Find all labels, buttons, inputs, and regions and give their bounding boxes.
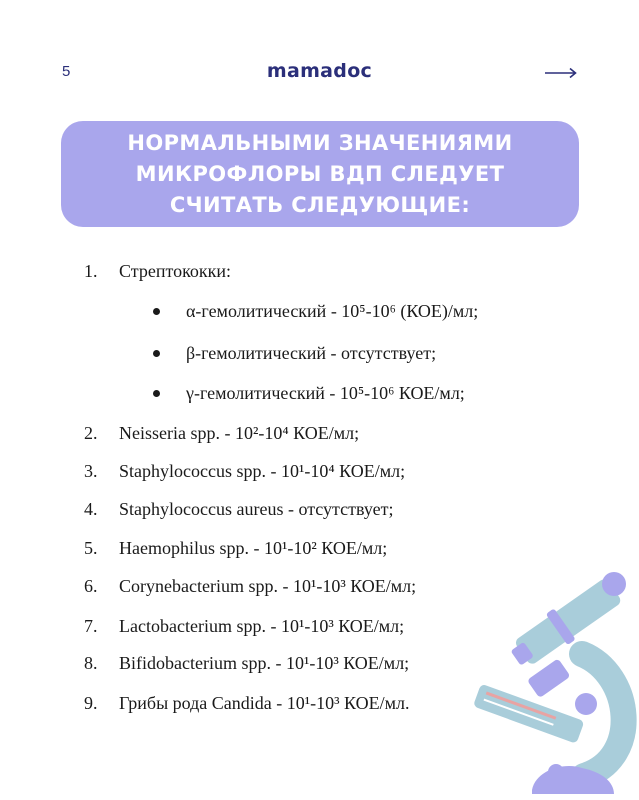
item-text: Bifidobacterium spp. - 10¹-10³ КОЕ/мл;: [119, 653, 410, 673]
item-text: Corynebacterium spp. - 10¹-10³ КОЕ/мл;: [119, 576, 417, 596]
item-text: Neisseria spp. - 10²-10⁴ КОЕ/мл;: [119, 423, 360, 443]
item-text: Стрептококки:: [119, 261, 232, 281]
bullet-icon: [153, 350, 160, 357]
sub-item-text: γ-гемолитический - 10⁵-10⁶ КОЕ/мл;: [186, 383, 465, 403]
item-number: 2.: [84, 423, 98, 443]
brand-logo: mamadoc: [266, 60, 373, 82]
item-number: 6.: [84, 576, 98, 596]
item-text: Грибы рода Candida - 10¹-10³ КОЕ/мл.: [119, 693, 410, 713]
title-line: МИКРОФЛОРЫ ВДП СЛЕДУЕТ: [135, 161, 505, 186]
item-number: 1.: [84, 261, 98, 281]
bullet-icon: [153, 390, 160, 397]
title-line: НОРМАЛЬНЫМИ ЗНАЧЕНИЯМИ: [127, 130, 513, 155]
item-text: Staphylococcus spp. - 10¹-10⁴ КОЕ/мл;: [119, 461, 406, 481]
title-line: СЧИТАТЬ СЛЕДУЮЩИЕ:: [169, 192, 471, 217]
item-text: Staphylococcus aureus - отсутствует;: [119, 499, 394, 519]
item-number: 4.: [84, 499, 98, 519]
microscope-icon: [464, 562, 639, 800]
item-number: 3.: [84, 461, 98, 481]
item-number: 5.: [84, 538, 98, 558]
bullet-icon: [153, 308, 160, 315]
item-number: 8.: [84, 653, 98, 673]
sub-item-text: β-гемолитический - отсутствует;: [186, 343, 437, 363]
item-number: 7.: [84, 616, 98, 636]
item-text: Lactobacterium spp. - 10¹-10³ КОЕ/мл;: [119, 616, 405, 636]
item-number: 9.: [84, 693, 98, 713]
sub-item-text: α-гемолитический - 10⁵-10⁶ (КОЕ)/мл;: [186, 301, 479, 321]
item-text: Haemophilus spp. - 10¹-10² КОЕ/мл;: [119, 538, 388, 558]
page-number: 5: [62, 63, 71, 80]
